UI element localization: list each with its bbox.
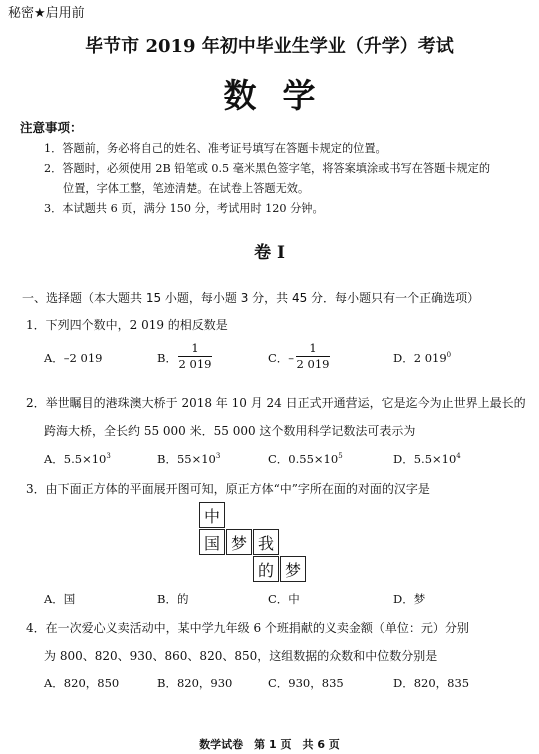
net-cell: 中 [199, 502, 225, 528]
note-item: 2．答题时，必须使用 2B 铅笔或 0.5 毫米黑色签字笔，将答案填涂或书写在答题卡规定的 [44, 162, 491, 175]
notes-heading: 注意事项： [20, 120, 83, 135]
fraction-denominator: 2 019 [178, 357, 212, 371]
question-4-line2: 为 800、820、930、860、820、850，这组数据的众数和中位数分别是 [44, 649, 438, 663]
q3-option-b: B．的 [157, 592, 189, 606]
volume-heading: 卷 I [254, 243, 285, 263]
net-cell: 梦 [226, 529, 252, 555]
q2-option-b [157, 451, 220, 467]
question-1-stem: 1．下列四个数中，2 019 的相反数是 [26, 318, 228, 332]
q3-option-a: A．国 [44, 592, 76, 606]
q2-option-c-base: C．0.55×10 [268, 452, 339, 466]
q4-option-d: D．820，835 [393, 676, 470, 690]
q2-option-d-base: D．5.5×10 [393, 452, 457, 466]
q3-option-d: D．梦 [393, 592, 426, 606]
q1-option-d-exponent: 0 [446, 351, 452, 360]
q1-option-c-fraction [296, 341, 330, 372]
net-cell: 我 [253, 529, 279, 555]
q2-option-b-exponent: 3 [215, 452, 221, 461]
q1-option-c-label: C．– [268, 351, 295, 365]
question-4-line1: 4．在一次爱心义卖活动中，某中学九年级 6 个班捐献的义卖金额（单位：元）分别 [26, 621, 469, 635]
note-item: 3．本试题共 6 页，满分 150 分，考试用时 120 分钟。 [44, 202, 324, 215]
q2-option-a-base: A．5.5×10 [44, 452, 107, 466]
subject-title: 数学 [223, 76, 342, 115]
question-3-stem: 3．由下面正方体的平面展开图可知，原正方体“中”字所在面的对面的汉字是 [26, 482, 430, 496]
q1-option-d [393, 350, 451, 366]
q2-option-d-exponent: 4 [456, 452, 461, 461]
q2-option-a [44, 451, 111, 467]
note-item: 位置，字体工整，笔迹清楚。在试卷上答题无效。 [63, 182, 310, 195]
secret-label: 秘密★启用前 [8, 6, 85, 21]
note-item: 1．答题前，务必将自己的姓名、准考证号填写在答题卡规定的位置。 [44, 142, 387, 155]
q1-option-d-base: D．2 019 [393, 351, 447, 365]
net-cell: 的 [253, 556, 279, 582]
q2-option-d [393, 451, 461, 467]
q4-option-a: A．820，850 [44, 676, 120, 690]
question-2-line1: 2．举世瞩目的港珠澳大桥于 2018 年 10 月 24 日正式开通营运，它是迄今为止世界上最长的 [26, 396, 526, 410]
net-cell: 国 [199, 529, 225, 555]
fraction-numerator: 1 [309, 341, 317, 355]
net-cell: 梦 [280, 556, 306, 582]
fraction-numerator: 1 [191, 341, 199, 355]
q1-option-a: A．–2 019 [44, 351, 103, 365]
question-2-line2: 跨海大桥，全长约 55 000 米．55 000 这个数用科学记数法可表示为 [44, 424, 416, 438]
q2-option-c-exponent: 5 [338, 452, 343, 461]
q1-option-b-fraction [178, 341, 212, 372]
page-footer: 数学试卷 第 1 页 共 6 页 [199, 738, 340, 751]
q2-option-b-base: B．55×10 [157, 452, 216, 466]
section-heading: 一、选择题（本大题共 15 小题，每小题 3 分，共 45 分．每小题只有一个正确选项） [22, 291, 480, 305]
fraction-denominator: 2 019 [296, 357, 330, 371]
q4-option-b: B．820，930 [157, 676, 233, 690]
q1-option-b-label: B． [157, 351, 177, 365]
exam-title: 毕节市 2019 年初中毕业生学业（升学）考试 [85, 36, 454, 57]
q2-option-c [268, 451, 343, 467]
q4-option-c: C．930，835 [268, 676, 344, 690]
q3-option-c: C．中 [268, 592, 300, 606]
q2-option-a-exponent: 3 [106, 452, 111, 461]
